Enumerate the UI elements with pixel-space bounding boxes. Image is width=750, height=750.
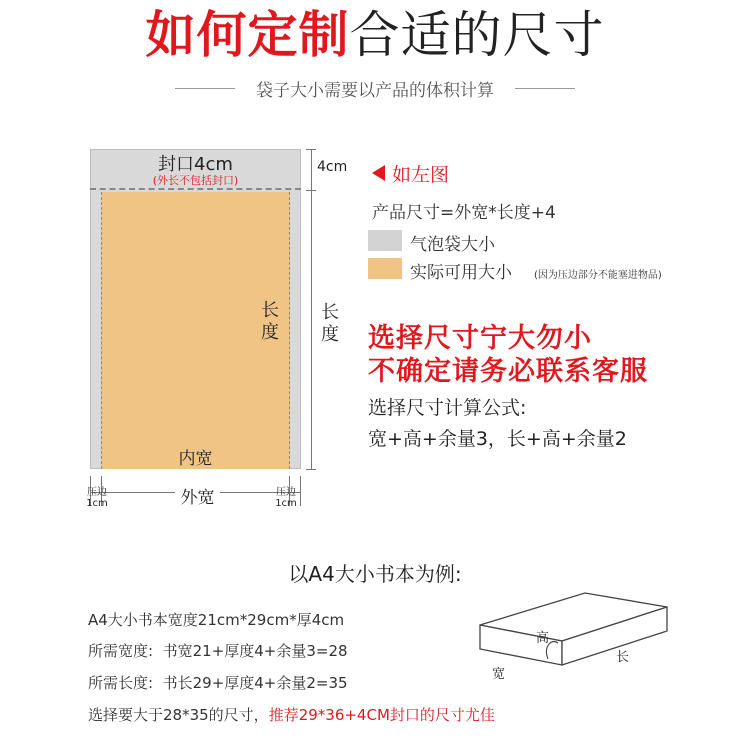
product-formula: 产品尺寸=外宽*长度+4 <box>372 203 556 223</box>
legend-note-usable: (因为压边部分不能塞进物品) <box>534 270 662 281</box>
seal-note: (外长不包括封口) <box>152 174 239 187</box>
recommend-prefix: 选择要大于28*35的尺寸， <box>88 706 269 724</box>
required-length-label: 所需长度: <box>88 674 154 692</box>
edge-right-top: 压边 <box>276 487 296 498</box>
example-line-1: A4大小书本宽度21cm*29cm*厚4cm <box>88 611 345 629</box>
tip-line-2: 不确定请务必联系客服 <box>368 356 648 387</box>
subtitle: 袋子大小需要以产品的体积计算 <box>256 81 494 101</box>
edge-left-top: 压边 <box>87 487 107 498</box>
width-dim-right-tick <box>300 476 301 506</box>
example-line-2 <box>88 640 348 661</box>
seal-label: 封口4cm <box>158 154 233 175</box>
example-title: 以A4大小书本为例: <box>288 562 462 586</box>
edge-right-label <box>272 487 300 509</box>
arrow-left-icon <box>372 165 385 181</box>
outer-width-label: 外宽 <box>175 483 220 508</box>
book-length-label: 长 <box>616 650 630 665</box>
tip-line-1: 选择尺寸宁大勿小 <box>368 323 592 354</box>
length-dim-line <box>311 191 312 469</box>
legend-swatch-usable <box>368 258 402 279</box>
reference-text: 如左图 <box>392 164 450 186</box>
required-length-value: 书长29+厚度4+余量2=35 <box>162 674 348 692</box>
legend-label-bag: 气泡袋大小 <box>410 235 495 255</box>
inner-width-label: 内宽 <box>178 449 213 469</box>
legend-label-usable: 实际可用大小 <box>410 263 512 283</box>
seal-dim-label: 4cm <box>317 159 348 175</box>
book-width-label: 宽 <box>492 667 506 682</box>
outer-length-label: 长度 <box>321 302 339 345</box>
subtitle-right-rule <box>515 88 575 89</box>
seal-dim-line <box>311 149 312 191</box>
recommend-highlight: 推荐29*36+4CM封口的尺寸尤佳 <box>268 706 495 724</box>
edge-left-bottom: 1cm <box>86 498 108 509</box>
inner-length-label: 长度 <box>261 300 279 343</box>
edge-right-bottom: 1cm <box>275 498 297 509</box>
example-line-3 <box>88 672 348 693</box>
book-illustration <box>470 585 680 695</box>
title-highlight: 如何定制 <box>145 6 350 64</box>
required-width-value: 书宽21+厚度4+余量3=28 <box>162 642 348 660</box>
length-dim-tick-bottom <box>306 469 316 470</box>
legend-swatch-bag <box>368 230 402 251</box>
calc-title: 选择尺寸计算公式: <box>368 397 527 419</box>
book-height-label: 高 <box>536 631 550 646</box>
page-title <box>0 6 750 64</box>
right-edge-dash <box>289 192 290 469</box>
required-width-label: 所需宽度: <box>88 642 154 660</box>
title-rest: 合适的尺寸 <box>349 6 605 64</box>
example-line-4 <box>88 704 495 725</box>
calc-formula: 宽+高+余量3，长+高+余量2 <box>368 428 627 450</box>
left-edge-dash <box>101 192 102 469</box>
edge-left-label <box>83 487 111 509</box>
